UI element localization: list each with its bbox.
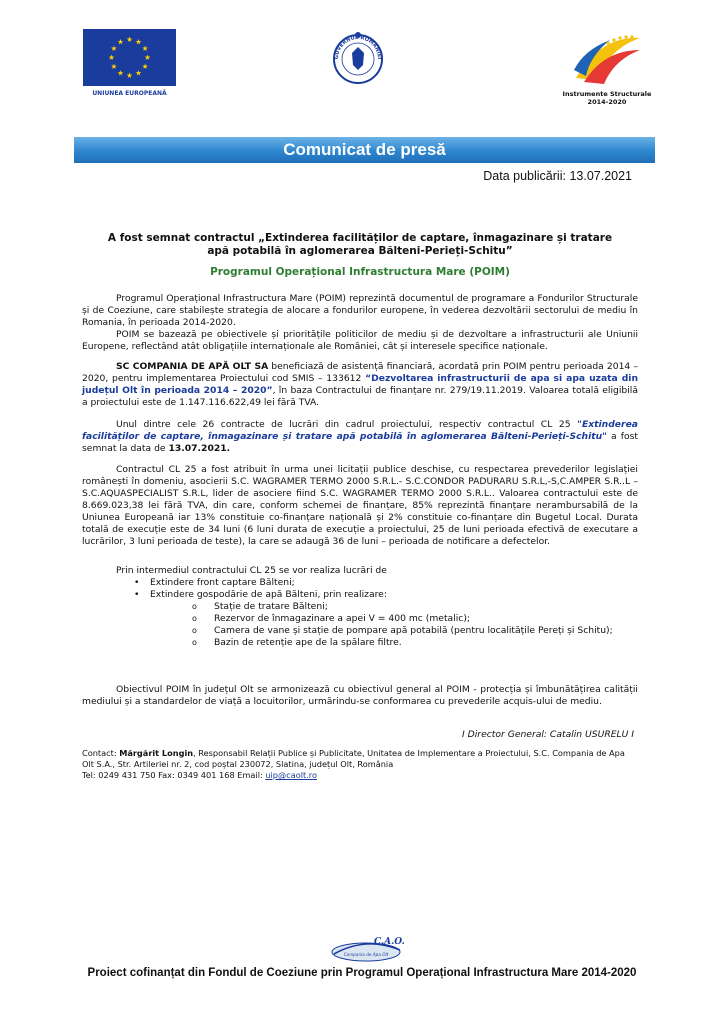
contact-label: Contact: [82,748,120,758]
sublist-item: o Rezervor de înmagazinare a apei V = 400 mc (metalic); [192,613,634,625]
contact-details: , Responsabil Relații Publice și Publicitate, Unitatea de Implementare a Proiectului, S.C. Compania de Apa Olt S.A., Str. Artileriei nr. 2, cod poștal 230072, Slatina, județul Olt, România [82,748,625,769]
paragraph-contract-part2: a fost semnat la data de [82,431,638,454]
eu-flag-logo [83,29,176,86]
cao-logo-text: C.A.O. [374,937,405,947]
cao-logo-subtext: Compania de Apa Olt [343,952,389,957]
sublist-item: o Stație de tratare Bălteni; [192,601,634,613]
list-item: • Extindere front captare Bălteni; [134,577,634,589]
publication-date [430,169,632,183]
list-item-label: Extindere gospodărie de apă Bălteni, prin realizare: [150,589,387,600]
contact-name: Mărgărit Longin [119,748,194,758]
headline-line2: apă potabilă în aglomerarea Bălteni-Perieți-Schitu” [207,245,513,257]
contract-name: "Extinderea facilităților de captare, înmagazinare și tratare apă potabilă în aglomerarea Bălteni-Perieți-Schitu" [82,419,638,442]
program-title: Programul Operațional Infrastructura Mare (POIM) [210,266,510,278]
works-sublist [150,601,634,649]
paragraph-contract-details: Contractul CL 25 a fost atribuit în urma unei licitații publice deschise, cu respectarea prevederilor legislației românești în domeniu, asocierii S.C. WAGRAMER TERMO 2000 S.R.L.- S.C.CONDOR PADURARU S.R.L,-S,C.AMPER S.R..L – S.C.AQUASPECIALIST S.R.L, lider de asociere fiind S.C. WAGRAMER TERMO 2000 S.R.L.. Valoarea contractului este de 8.669.023,38 lei fără TVA, din care, conform schemei de finanțare, 85% reprezintă finanțare nerambursabilă de la Uniunea Europeană iar 13% constituie co-finanțare națională și 2% constituie co-finanțare din Bugetul Local. Durata totală de execuție este de 34 luni (6 luni durata de execuție a proiectului, 25 de luni perioada efectivă de executare a lucrărilor, 3 luni perioada de teste), la care se adaugă 36 de luni – perioada de notificare a defectelor. [82,464,638,547]
headline-line1: A fost semnat contractul „Extinderea facilităților de captare, înmagazinare și tratare [107,232,613,244]
romanian-government-seal-logo [331,29,385,85]
banner-title: Comunicat de presă [283,140,446,159]
paragraph-poim-definition: Programul Operațional Infrastructura Mare (POIM) reprezintă documentul de programare a Fondurilor Structurale și de Coeziune, care stabilește strategia de alocare a fondurilor europene, în vederea dezvoltării sectorului de mediu în Romania, în perioada 2014-2020. [82,293,638,328]
signature: I Director General: Catalin USURELU I [462,729,634,740]
gov-seal-text: GUVERNUL ROMÂNIEI [333,34,383,60]
paragraph-beneficiary-part2: , în baza Contractului de finanțare nr. 279/19.11.2019. Valoarea totală eligibilă a proiectului este de 1.147.116.622,49 lei fără TVA. [82,385,638,408]
footer-cofinancing-note: Proiect cofinanțat din Fondul de Coeziune prin Programul Operațional Infrastructura Mare 2014-2020 [87,967,637,979]
list-item [134,589,634,649]
sublist-item: o Bazin de retenție ape de la spălare filtre. [192,637,634,649]
contact-email-link[interactable]: uip@caolt.ro [265,770,318,780]
instrumente-structurale-label [540,90,674,106]
contract-signing-date: 13.07.2021. [168,443,231,454]
press-release-banner [74,137,655,163]
instrumente-structurale-logo [570,30,644,88]
publication-date-value: 13.07.2021 [569,169,632,183]
works-list [134,577,634,649]
publication-date-label: Data publicării: [483,169,566,183]
cao-company-logo [318,930,414,966]
paragraph-contract-part1: Unul dintre cele 26 contracte de lucrări din cadrul proiectului, respectiv contractul CL 25 [116,419,578,430]
sublist-item: o Camera de vane și stație de pompare apă potabilă (pentru localitățile Pereți și Schitu); [192,625,634,637]
paragraph-poim-goal: Obiectivul POIM în județul Olt se armonizează cu obiectivul general al POIM - protecția și îmbunătățirea calității mediului și a standardelor de viață a locuitorilor, urmărindu-se conformarea cu prevederile acquis-ului de mediu. [82,684,638,707]
is-label-line2: 2014-2020 [587,98,627,106]
paragraph-works-intro: Prin intermediul contractului CL 25 se vor realiza lucrări de [116,565,387,576]
headline [80,232,640,258]
eu-label: UNIUNEA EUROPEANĂ [92,90,167,97]
contact-info [82,748,638,781]
paragraph-beneficiary [82,361,638,409]
paragraph-beneficiary-part1: beneficiază de asistență financiară, acordată prin POIM pentru perioada 2014 – 2020, pentru implementarea Proiectului cod SMIS – 133612 [82,361,638,384]
beneficiary-name: SC COMPANIA DE APĂ OLT SA [116,361,269,372]
is-label-line1: Instrumente Structurale [562,90,652,98]
contact-phone: Tel: 0249 431 750 Fax: 0349 401 168 Email: [82,770,266,780]
project-name: “Dezvoltarea infrastructurii de apa si apa uzata din județul Olt în perioada 2014 – 2020” [82,373,638,396]
paragraph-contract [82,419,638,455]
paragraph-poim-objectives: POIM se bazează pe obiectivele și prioritățile politicilor de mediu și de dezvoltare a infrastructurii ale Uniunii Europene, reflectând atât obligațiile internaționale ale României, cât și interesele specifice naționale. [82,329,638,352]
